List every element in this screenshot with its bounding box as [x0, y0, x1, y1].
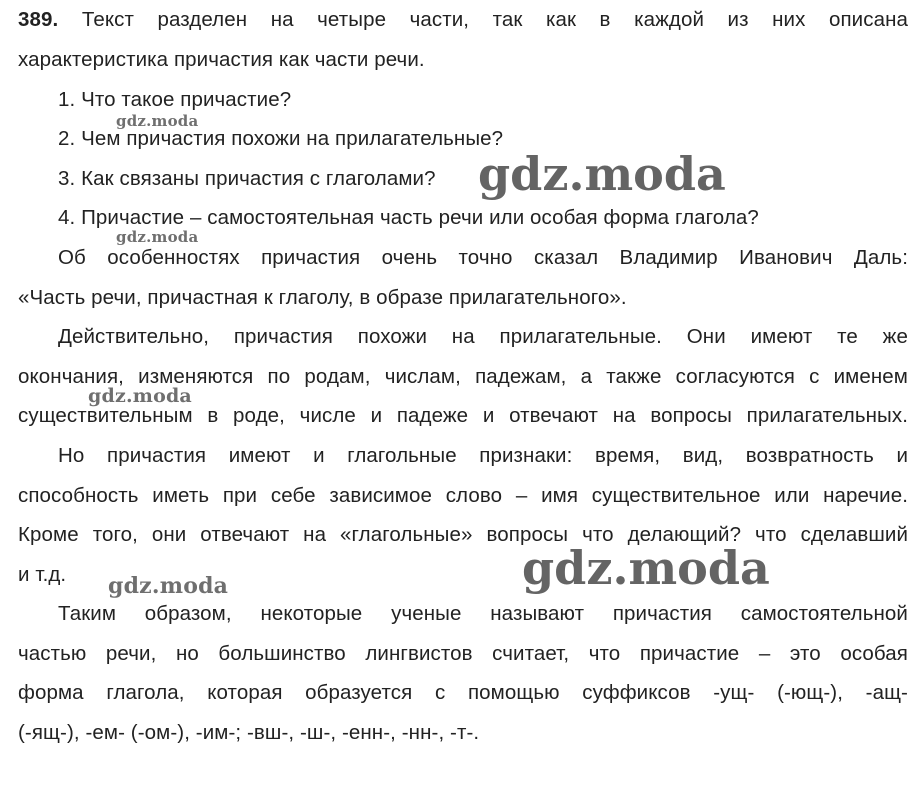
watermark-large: gdz.moda [478, 147, 726, 201]
watermark-small: gdz.moda [88, 385, 192, 407]
watermark-small: gdz.moda [116, 112, 199, 130]
intro-line-2: характеристика причастия как части речи. [18, 48, 425, 71]
intro-line-1 [18, 8, 908, 32]
p3-line-3: Кроме того, они отвечают на «глагольные» вопросы что делающий? что сделавший [18, 523, 908, 546]
question-3: 3. Как связаны причастия с глаголами? [58, 167, 436, 190]
watermark-large: gdz.moda [522, 541, 770, 595]
p1-line-2: «Часть речи, причастная к глаголу, в образе прилагательного». [18, 286, 627, 309]
p4-line-4: (-ящ-), -ем- (-ом-), -им-; -вш-, -ш-, -енн-, -нн-, -т-. [18, 721, 480, 744]
p1-line-1: Об особенностях причастия очень точно сказал Владимир Иванович Даль: [58, 246, 908, 269]
question-4: 4. Причастие – самостоятельная часть речи или особая форма глагола? [58, 206, 759, 229]
watermark-small: gdz.moda [116, 228, 199, 246]
question-2: 2. Чем причастия похожи на прилагательные? [58, 127, 504, 150]
p2-line-3: существительным в роде, числе и падеже и отвечают на вопросы прилагательных. [18, 404, 908, 427]
p3-line-4: и т.д. [18, 563, 67, 586]
exercise-number: 389. [18, 8, 59, 31]
watermark-small: gdz.moda [108, 573, 229, 599]
question-1: 1. Что такое причастие? [58, 88, 292, 111]
p4-line-2: частью речи, но большинство лингвистов считает, что причастие – это особая [18, 642, 908, 665]
p4-line-1: Таким образом, некоторые ученые называют причастия самостоятельной [58, 602, 908, 625]
intro-text: Текст разделен на четыре части, так как в каждой из них описана [81, 8, 908, 31]
p4-line-3: форма глагола, которая образуется с помощью суффиксов -ущ- (-ющ-), -ащ- [18, 681, 908, 704]
p3-line-1: Но причастия имеют и глагольные признаки: время, вид, возвратность и [58, 444, 908, 467]
p3-line-2: способность иметь при себе зависимое слово – имя существительное или наречие. [18, 484, 908, 507]
p2-line-1: Действительно, причастия похожи на прилагательные. Они имеют те же [58, 325, 908, 348]
p2-line-2: окончания, изменяются по родам, числам, падежам, а также согласуются с именем [18, 365, 908, 388]
